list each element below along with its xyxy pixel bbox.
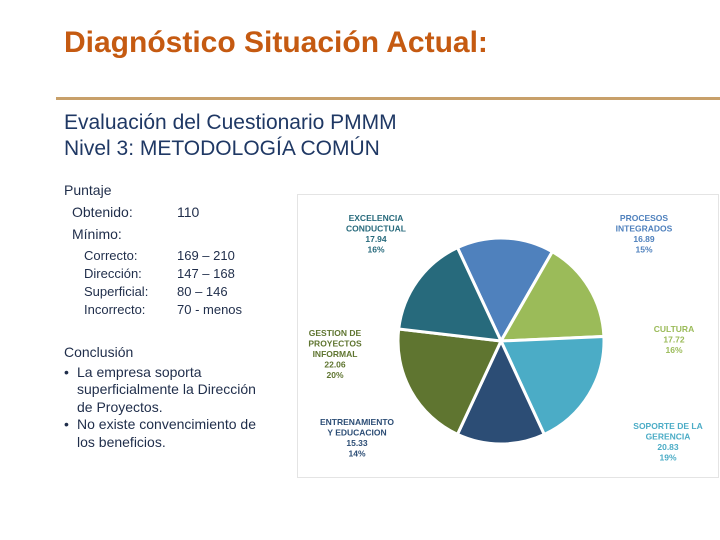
slice-label: GESTION DE [308, 328, 362, 338]
slide-subtitle [64, 110, 397, 162]
slice-label: Y EDUCACION [327, 427, 387, 438]
slice-percent-label: 15% [635, 244, 653, 255]
list-item [64, 416, 264, 451]
score-heading: Puntaje [64, 182, 112, 198]
obtained-value: 110 [177, 204, 200, 220]
bullet-marker: • [64, 363, 69, 380]
conclusion-block [64, 344, 264, 451]
slice-value-label: 20.83 [657, 442, 679, 452]
range-value-superficial: 80 – 146 [177, 284, 228, 299]
slice-percent-label: 19% [659, 452, 677, 463]
slice-value-label: 17.72 [663, 334, 685, 345]
range-value-direction: 147 – 168 [177, 266, 235, 281]
conclusion-heading: Conclusión [64, 344, 134, 360]
range-label-incorrect: Incorrecto: [84, 302, 146, 317]
slice-label: EXCELENCIA [348, 213, 404, 223]
pie-chart [297, 194, 719, 478]
slice-label: INTEGRADOS [615, 223, 673, 234]
slice-percent-label: 14% [348, 448, 366, 459]
range-value-correct: 169 – 210 [177, 248, 235, 263]
slice-value-label: 16.89 [633, 234, 655, 244]
slice-label: INFORMAL [312, 349, 358, 359]
conclusion-bullet-text: No existe convencimiento de los beneficios. [77, 416, 256, 450]
slice-percent-label: 16% [665, 345, 683, 355]
range-label-direction: Dirección: [84, 266, 142, 281]
bullet-marker: • [64, 416, 69, 432]
slice-value-label: 17.94 [365, 234, 387, 244]
subtitle-line-1: Evaluación del Cuestionario PMMM [64, 111, 397, 134]
slice-percent-label: 16% [367, 244, 385, 255]
slice-label: ENTRENAMIENTO [320, 417, 394, 427]
range-label-correct: Correcto: [84, 248, 138, 263]
slice-label: CULTURA [653, 324, 695, 334]
slice-label: PROYECTOS [308, 338, 362, 349]
range-label-superficial: Superficial: [84, 284, 149, 299]
obtained-label: Obtenido: [72, 204, 133, 220]
slice-label: SOPORTE DE LA [633, 421, 703, 431]
title-divider [56, 97, 720, 100]
slice-value-label: 22.06 [324, 359, 346, 370]
minimum-label: Mínimo: [72, 226, 122, 242]
slice-percent-label: 20% [326, 370, 344, 380]
range-value-incorrect: 70 - menos [177, 302, 243, 317]
subtitle-line-2: Nivel 3: METODOLOGÍA COMÚN [64, 137, 380, 160]
pie-chart-svg [298, 195, 718, 477]
slide-title: Diagnóstico Situación Actual: [64, 26, 488, 59]
slice-label: GERENCIA [645, 431, 691, 442]
list-item [64, 363, 264, 417]
conclusion-bullet-text: La empresa soporta superficialmente la Dirección de Proyectos. [77, 363, 256, 415]
slice-value-label: 15.33 [346, 438, 368, 448]
slice-label: PROCESOS [619, 213, 669, 223]
slice-label: CONDUCTUAL [346, 223, 406, 234]
conclusion-list [64, 364, 264, 452]
